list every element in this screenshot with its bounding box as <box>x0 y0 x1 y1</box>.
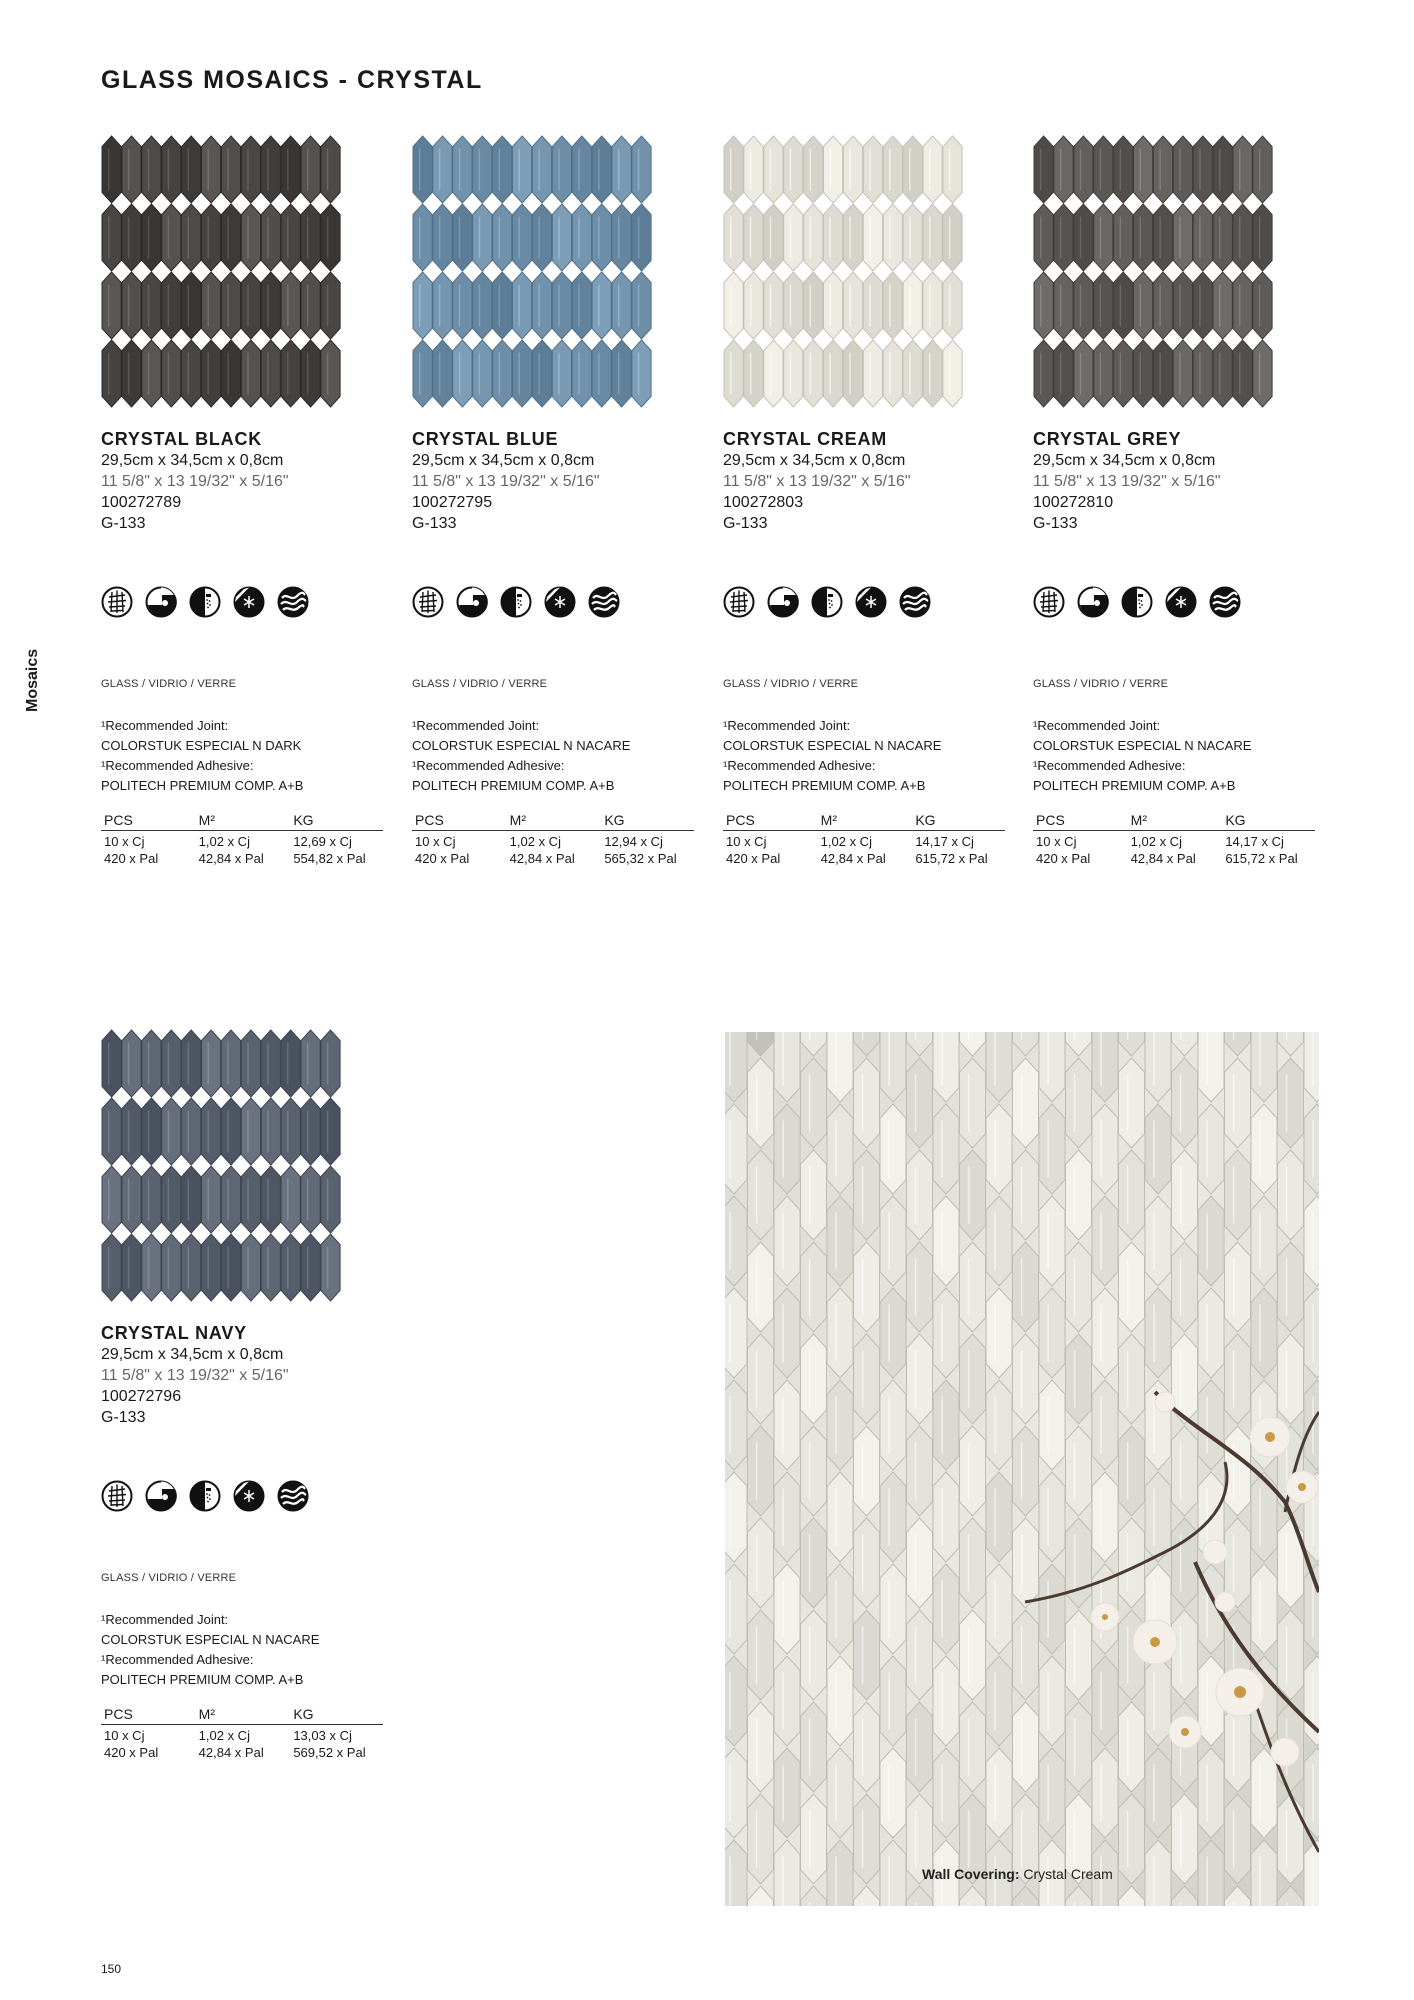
adhesive-value: POLITECH PREMIUM COMP. A+B <box>1033 778 1236 793</box>
joint-value: COLORSTUK ESPECIAL N NACARE <box>101 1632 320 1647</box>
page-number: 150 <box>101 1962 122 1976</box>
size-imperial: 11 5/8" x 13 19/32" x 5/16" <box>101 1367 289 1384</box>
table-row <box>412 850 694 867</box>
shower-icon <box>189 586 221 618</box>
shower-icon <box>1121 586 1153 618</box>
recommendations <box>101 1610 401 1690</box>
cell-m2: 1,02 x Cj <box>1130 834 1182 849</box>
material-label: GLASS / VIDRIO / VERRE <box>723 678 859 690</box>
mesh-grid-icon <box>723 586 755 618</box>
wall-application-icon <box>145 586 177 618</box>
usage-icons <box>412 586 712 620</box>
packaging-header <box>101 1706 383 1725</box>
product-tile-image <box>1033 136 1273 408</box>
cell-m2: 42,84 x Pal <box>820 851 886 866</box>
header-m2: M² <box>198 812 215 828</box>
size-imperial: 11 5/8" x 13 19/32" x 5/16" <box>101 473 289 490</box>
joint-value: COLORSTUK ESPECIAL N NACARE <box>723 738 942 753</box>
header-pcs: PCS <box>104 1706 133 1722</box>
cell-kg: 615,72 x Pal <box>1225 851 1298 866</box>
size-imperial: 11 5/8" x 13 19/32" x 5/16" <box>723 473 911 490</box>
frost-resistant-icon <box>855 586 887 618</box>
cell-m2: 1,02 x Cj <box>198 1728 250 1743</box>
size-metric: 29,5cm x 34,5cm x 0,8cm <box>723 452 906 469</box>
product-ref: G-133 <box>101 515 146 532</box>
cell-pcs: 420 x Pal <box>726 851 781 866</box>
shower-icon <box>811 586 843 618</box>
joint-value: COLORSTUK ESPECIAL N NACARE <box>412 738 631 753</box>
product-card-crystal-black <box>101 136 401 867</box>
cell-m2: 1,02 x Cj <box>820 834 872 849</box>
header-m2: M² <box>820 812 837 828</box>
joint-label: ¹Recommended Joint: <box>723 718 851 733</box>
product-card-crystal-cream <box>723 136 1023 867</box>
frost-resistant-icon <box>233 586 265 618</box>
joint-label: ¹Recommended Joint: <box>101 718 229 733</box>
shower-icon <box>500 586 532 618</box>
size-metric: 29,5cm x 34,5cm x 0,8cm <box>412 452 595 469</box>
size-imperial: 11 5/8" x 13 19/32" x 5/16" <box>1033 473 1221 490</box>
cell-pcs: 10 x Cj <box>104 834 145 849</box>
wall-application-icon <box>456 586 488 618</box>
product-tile-image <box>101 1030 341 1302</box>
adhesive-value: POLITECH PREMIUM COMP. A+B <box>101 778 304 793</box>
wall-application-icon <box>1077 586 1109 618</box>
product-ref: G-133 <box>1033 515 1078 532</box>
header-kg: KG <box>604 812 625 828</box>
packaging-header <box>412 812 694 831</box>
header-m2: M² <box>509 812 526 828</box>
frost-resistant-icon <box>233 1480 265 1512</box>
table-row <box>1033 833 1315 850</box>
material-label: GLASS / VIDRIO / VERRE <box>1033 678 1169 690</box>
packaging-header <box>101 812 383 831</box>
material-label: GLASS / VIDRIO / VERRE <box>101 1572 237 1584</box>
wave-water-icon <box>277 586 309 618</box>
product-card-crystal-grey <box>1033 136 1333 867</box>
cell-m2: 42,84 x Pal <box>509 851 575 866</box>
table-row <box>412 833 694 850</box>
table-row <box>723 833 1005 850</box>
adhesive-label: ¹Recommended Adhesive: <box>101 758 254 773</box>
cell-m2: 42,84 x Pal <box>198 1745 264 1760</box>
product-tile-image <box>723 136 963 408</box>
product-code: 100272795 <box>412 494 493 511</box>
header-pcs: PCS <box>726 812 755 828</box>
product-card-crystal-navy <box>101 1030 401 1761</box>
packaging-table <box>101 1706 383 1761</box>
page-title: GLASS MOSAICS - CRYSTAL <box>101 66 483 94</box>
wave-water-icon <box>277 1480 309 1512</box>
packaging-header <box>1033 812 1315 831</box>
mesh-grid-icon <box>412 586 444 618</box>
cell-kg: 554,82 x Pal <box>293 851 366 866</box>
product-card-crystal-blue <box>412 136 712 867</box>
recommendations <box>101 716 401 796</box>
product-name: CRYSTAL BLACK <box>101 429 263 449</box>
header-pcs: PCS <box>415 812 444 828</box>
cell-pcs: 420 x Pal <box>104 851 159 866</box>
wave-water-icon <box>899 586 931 618</box>
cell-kg: 569,52 x Pal <box>293 1745 366 1760</box>
cell-m2: 1,02 x Cj <box>509 834 561 849</box>
wall-application-icon <box>145 1480 177 1512</box>
adhesive-label: ¹Recommended Adhesive: <box>412 758 565 773</box>
recommendations <box>412 716 712 796</box>
mesh-grid-icon <box>1033 586 1065 618</box>
material-label: GLASS / VIDRIO / VERRE <box>101 678 237 690</box>
header-kg: KG <box>293 1706 314 1722</box>
adhesive-label: ¹Recommended Adhesive: <box>101 1652 254 1667</box>
caption-label: Wall Covering: <box>922 1866 1020 1882</box>
usage-icons <box>101 1480 401 1514</box>
header-m2: M² <box>1130 812 1147 828</box>
cell-kg: 12,94 x Cj <box>604 834 663 849</box>
cell-kg: 565,32 x Pal <box>604 851 677 866</box>
product-ref: G-133 <box>723 515 768 532</box>
product-name: CRYSTAL NAVY <box>101 1323 247 1343</box>
adhesive-label: ¹Recommended Adhesive: <box>1033 758 1186 773</box>
cell-kg: 14,17 x Cj <box>915 834 974 849</box>
product-code: 100272789 <box>101 494 182 511</box>
frost-resistant-icon <box>544 586 576 618</box>
header-kg: KG <box>1225 812 1246 828</box>
cell-m2: 42,84 x Pal <box>1130 851 1196 866</box>
adhesive-value: POLITECH PREMIUM COMP. A+B <box>723 778 926 793</box>
header-kg: KG <box>293 812 314 828</box>
section-side-label: Mosaics <box>24 648 41 712</box>
header-kg: KG <box>915 812 936 828</box>
cell-pcs: 420 x Pal <box>104 1745 159 1760</box>
joint-label: ¹Recommended Joint: <box>101 1612 229 1627</box>
product-tile-image <box>412 136 652 408</box>
packaging-table <box>1033 812 1315 867</box>
joint-value: COLORSTUK ESPECIAL N DARK <box>101 738 302 753</box>
product-tile-image <box>101 136 341 408</box>
table-row <box>723 850 1005 867</box>
cell-pcs: 10 x Cj <box>726 834 767 849</box>
adhesive-value: POLITECH PREMIUM COMP. A+B <box>101 1672 304 1687</box>
joint-label: ¹Recommended Joint: <box>412 718 540 733</box>
wall-application-icon <box>767 586 799 618</box>
adhesive-label: ¹Recommended Adhesive: <box>723 758 876 773</box>
wall-covering-photo <box>725 1032 1319 1906</box>
cell-m2: 1,02 x Cj <box>198 834 250 849</box>
cell-kg: 615,72 x Pal <box>915 851 988 866</box>
usage-icons <box>1033 586 1333 620</box>
cell-pcs: 10 x Cj <box>415 834 456 849</box>
product-code: 100272810 <box>1033 494 1114 511</box>
size-metric: 29,5cm x 34,5cm x 0,8cm <box>101 452 284 469</box>
recommendations <box>723 716 1023 796</box>
packaging-table <box>412 812 694 867</box>
cell-kg: 14,17 x Cj <box>1225 834 1284 849</box>
cell-pcs: 10 x Cj <box>1036 834 1077 849</box>
product-name: CRYSTAL BLUE <box>412 429 559 449</box>
packaging-table <box>101 812 383 867</box>
cell-m2: 42,84 x Pal <box>198 851 264 866</box>
table-row <box>101 833 383 850</box>
product-code: 100272803 <box>723 494 804 511</box>
header-pcs: PCS <box>1036 812 1065 828</box>
header-m2: M² <box>198 1706 215 1722</box>
size-imperial: 11 5/8" x 13 19/32" x 5/16" <box>412 473 600 490</box>
photo-caption <box>922 1866 1113 1882</box>
wave-water-icon <box>1209 586 1241 618</box>
size-metric: 29,5cm x 34,5cm x 0,8cm <box>101 1346 284 1363</box>
adhesive-value: POLITECH PREMIUM COMP. A+B <box>412 778 615 793</box>
joint-value: COLORSTUK ESPECIAL N NACARE <box>1033 738 1252 753</box>
frost-resistant-icon <box>1165 586 1197 618</box>
product-ref: G-133 <box>412 515 457 532</box>
recommendations <box>1033 716 1333 796</box>
usage-icons <box>723 586 1023 620</box>
mesh-grid-icon <box>101 586 133 618</box>
header-pcs: PCS <box>104 812 133 828</box>
shower-icon <box>189 1480 221 1512</box>
packaging-header <box>723 812 1005 831</box>
table-row <box>101 1727 383 1744</box>
product-name: CRYSTAL GREY <box>1033 429 1182 449</box>
table-row <box>1033 850 1315 867</box>
mesh-grid-icon <box>101 1480 133 1512</box>
cell-kg: 13,03 x Cj <box>293 1728 352 1743</box>
ambient-photo <box>725 1032 1319 1906</box>
cell-pcs: 420 x Pal <box>415 851 470 866</box>
table-row <box>101 850 383 867</box>
cell-pcs: 420 x Pal <box>1036 851 1091 866</box>
cell-pcs: 10 x Cj <box>104 1728 145 1743</box>
joint-label: ¹Recommended Joint: <box>1033 718 1161 733</box>
wave-water-icon <box>588 586 620 618</box>
product-code: 100272796 <box>101 1388 182 1405</box>
cell-kg: 12,69 x Cj <box>293 834 352 849</box>
table-row <box>101 1744 383 1761</box>
usage-icons <box>101 586 401 620</box>
product-name: CRYSTAL CREAM <box>723 429 888 449</box>
size-metric: 29,5cm x 34,5cm x 0,8cm <box>1033 452 1216 469</box>
caption-value: Crystal Cream <box>1023 1866 1113 1882</box>
packaging-table <box>723 812 1005 867</box>
material-label: GLASS / VIDRIO / VERRE <box>412 678 548 690</box>
product-ref: G-133 <box>101 1409 146 1426</box>
